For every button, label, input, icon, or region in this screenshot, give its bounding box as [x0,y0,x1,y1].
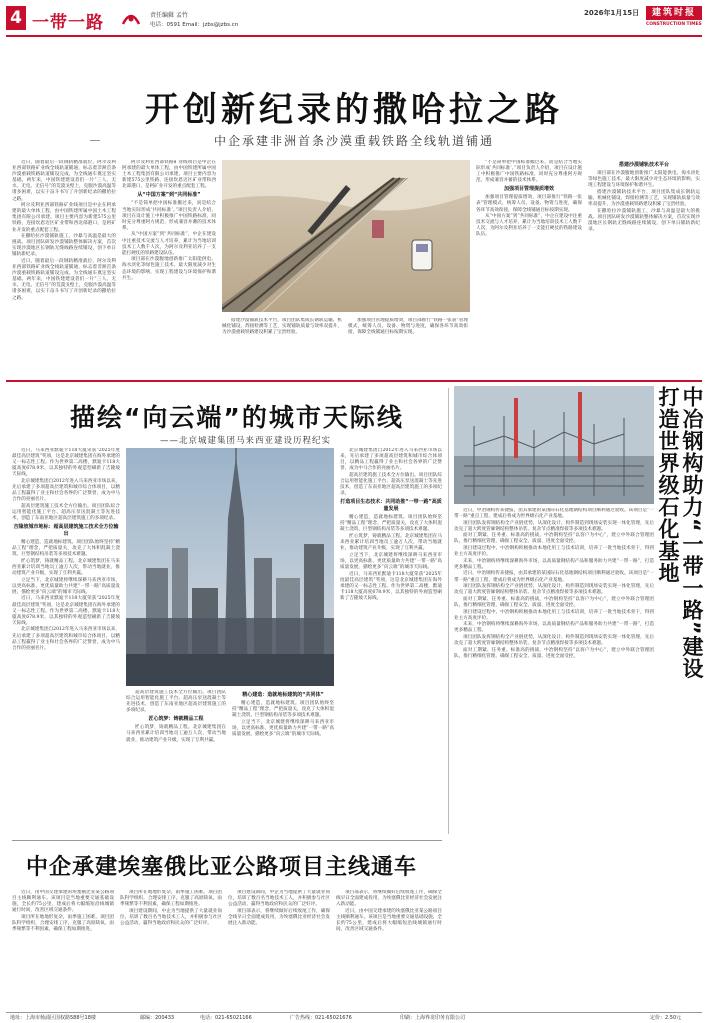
story2-para: 精心建造，造就地标建筑。项目团队始终坚持“精品工程”理念，严把质量关，攻克了大体积混凝土浇筑、巨型钢结构吊装等多项技术难题。 [12,540,120,558]
story3-para: 项目建设过程中，中冶钢构积极推动本地化用工与技术培训，培养了一批当地技术骨干，得到业主方高度评价。 [454,546,654,558]
section-title: 一带一路 [32,13,104,33]
story2-para: 近日，马来西亚默迪卡118大厦荣获“2025年度最佳高层建筑”奖项，这是北京城建集团在海外承建的又一标志性工程。作为世界第二高楼，默迪卡118大厦高度678.9米，以其独特的外观造型刷新了吉隆坡天际线。 [12,448,120,478]
story4-para: 项目所在地地形复杂，雨季施工困难。项目团队科学组织，合理安排工序，克服了高原缺氧、雨季频繁等不利因素，确保工程如期推进。 [120,890,222,908]
story2-para: 近日，马来西亚默迪卡118大厦荣获“2025年度最佳高层建筑”奖项，这是北京城建集团在海外承建的又一标志性工程。作为世界第二高楼，默迪卡118大厦高度678.9米，以其独特的外观造型刷新了吉隆坡天际线。 [12,596,120,626]
story1-photo-desert-railway [222,160,470,312]
story3-col-1 [454,508,654,1014]
masthead [0,0,708,40]
story3-para: 近日，中冶钢构传来捷报，由其承建的某国际石化基地钢结构项目顺利通过验收。该项目是“一带一路”重点工程，建成后将成为世界级石化产业基地。 [454,508,654,520]
story2-col-4 [340,448,442,830]
footer-postcode: 邮编：200433 [140,1015,175,1021]
footer-price: 定价：2.50元 [650,1015,682,1021]
story1-col-4 [348,318,468,372]
story2-para: 超高层建筑施工技术全方位输出。项目团队综合运用智能化施工平台、超高压泵送混凝土等先进技术，创造了东南亚地区超高层建筑施工的多项纪录。 [126,690,226,714]
story4-para: 项目部表示，将继续做好后续收尾工作，确保全线早日全面建成投用，为埃塞俄比亚经济社会发展注入新动能。 [336,890,442,908]
story2-subtitle: 打造项目生态技术：共同助推“一带一路”高质量发展 [340,499,442,513]
story2-subtitle: 匠心筑梦：铸就精品工程 [148,716,204,723]
story1-para: 加强项目管理提质增效，项目部推行“铁路一张表”管理模式，统筹人员、设备、物资与进度，确保各环节高效衔接，保障全线铺通目标按期实现。 [348,318,468,336]
story3-photo-refinery [454,386,654,504]
page-number: 4 [6,6,26,30]
story2-subtitle: 吉隆坡城市地标：超高层建筑施工技术全方位输出 [13,524,119,538]
story1-para: 在撒哈拉沙漠铺轨施工，沙暴与高温是最大的挑战。项目团队研发沙漠铺轨整体解决方案，首次实现沙漠地区长钢轨无缝线路连续铺设，创下单日铺轨新纪录。 [12,234,116,258]
story3-para: 项目团队发挥钢结构全产业链优势，从深化设计、构件制造到现场安装实现一体化管理，先后攻克了超大跨度管廊钢结构整体吊装、复杂节点精准焊接等多项技术难题。 [454,634,654,646]
story4-headline: 中企承建埃塞俄比亚公路项目主线通车 [26,855,418,880]
story1-para: 阿尔及利亚西部铁路矿业线项目是中企在阿承建的最大单体工程，由中国铁建所属中国土木工程集团有限公司承建。项目主要内容为新建575公里铁路，连接坎恩迈区矿业带和西北部港口，是阿矿业开发的重点配套工程。 [12,203,116,233]
story1-para: 项目部在沙漠腹地创新推广太阳能供电、海水淡化等绿色施工技术，最大限度减少对生态环境的影响，实现工程建设与环境保护和谐共生。 [588,171,700,189]
story1-para: 搭建沙漠铺轨技术平台，项目团队集成长钢轨运输、机械化铺设、焊接检测等工艺，实现铺轨质量与效率双提升，为沙漠重载铁路建设积累了宝贵经验。 [588,189,700,207]
issue-date: 2026年1月15日 [584,9,640,17]
story2-para: 立足当下，北京城建将继续深耕马来西亚市场，以更高标准、更优质量助力共建“一带一路”高质量发展，描绘更多“向云端”的城市天际线。 [340,552,442,570]
story4-col-1 [12,890,114,1010]
story4-rule [12,840,442,841]
story2-para: 近日，马来西亚默迪卡118大厦荣获“2025年度最佳高层建筑”奖项，这是北京城建集团在海外承建的又一标志性工程。作为世界第二高楼，默迪卡118大厦高度678.9米，以其独特的外观造型刷新了吉隆坡天际线。 [340,571,442,601]
story1-para: 近日，随着最后一段钢轨精准就位，阿尔及利亚西部铁路矿业线全线轨道铺通，标志着非洲首条沙漠重载铁路轨道铺设完成，为全线通车奠定坚实基础。两年来，中国铁建建设者们一片“三人、无水、无电、无信号”的荒漠戈壁上，克服沙漠高温等诸多困难，以实干奋斗书写了开创新纪录的撒哈拉之路。 [12,160,116,202]
story4-para: 近日，由中国交建承建的埃塞俄比亚某公路项目主线顺利通车。该项目是当地重要交通基础设施，全长约75公里，建成后将大幅缩短沿线城镇通行时间，改善区域交通条件。 [336,908,442,933]
paper-name-badge [646,6,702,20]
section-logo-icon [120,6,142,32]
story3-para: 近日，中冶钢构传来捷报，由其承建的某国际石化基地钢结构项目顺利通过验收。该项目是“一带一路”重点工程，建成后将成为世界级石化产业基地。 [454,571,654,583]
story1-subhead: 中企承建非洲首条沙漠重载铁路全线轨道铺通 [213,134,494,148]
story2-headline: 描绘“向云端”的城市天际线 [70,403,404,432]
editor-line: 责任编辑 孟竹 [150,12,188,19]
story1-para: 在撒哈拉沙漠铺轨施工，沙暴与高温是最大的挑战。项目团队研发沙漠铺轨整体解决方案，首次实现沙漠地区长钢轨无缝线路连续铺设，创下单日铺轨新纪录。 [588,208,700,232]
story1-para: “不是简单把中国标准搬过来，而是结合当地实际形成‘共同标准’。”项目负责人介绍，项目在设计施工中积极推广中国铁路标准，同时充分尊重阿方规范，形成兼容并蓄的技术体系。 [476,160,582,184]
story1-subtitle: 搭建沙漠铺轨技术平台 [618,162,669,168]
story1-col-1 [12,160,116,372]
story1-col-6 [588,160,700,372]
story3-para: 面对工期紧、任务重、标准高的挑战，中冶钢构坚持“以客户为中心”，建立中外联合管理团队，推行精细化管理，确保工程安全、质量、进度全面受控。 [454,647,654,659]
story2-para: 匠心筑梦，铸就精品工程。北京城建集团在马来西亚累计培训当地员工逾万人次，带动当地就业，推动建筑产业升级，实现了互利共赢。 [126,725,226,743]
masthead-rule [6,35,702,37]
story2-para: 北京城建集团自2012年进入马来西亚市场以来，先后承建了多项超高层建筑和城市综合体项目，以精品工程赢得了业主和社会各界的广泛赞誉，成为中马合作的亮丽名片。 [340,448,442,472]
footer-printer: 印刷：上海界龙印务有限公司 [400,1015,466,1021]
story2-col-1 [12,448,120,830]
story3-para: 面对工期紧、任务重、标准高的挑战，中冶钢构坚持“以客户为中心”，建立中外联合管理团队，推行精细化管理，确保工程安全、质量、进度全面受控。 [454,596,654,608]
story4-para: 近日，由中国交建承建的埃塞俄比亚某公路项目主线顺利通车。该项目是当地重要交通基础设施，全长约75公里，建成后将大幅缩短沿线城镇通行时间，改善区域交通条件。 [12,890,114,914]
story3-headline-text: 中冶钢构助力“一带一路”建设 打造世界级石化基地 [656,386,704,680]
story1-para: 近日，随着最后一段钢轨精准就位，阿尔及利亚西部铁路矿业线全线轨道铺通，标志着非洲首条沙漠重载铁路轨道铺设完成，为全线通车奠定坚实基础。两年来，中国铁建建设者们一片“三人、无水、无电、无信号”的荒漠戈壁上，克服沙漠高温等诸多困难，以实干奋斗书写了开创新纪录的撒哈拉之路。 [12,259,116,301]
story1-col-3 [222,318,342,372]
story2-para: 匠心筑梦，铸就精品工程。北京城建集团在马来西亚累计培训当地员工逾万人次，带动当地就业，推动建筑产业升级，实现了互利共赢。 [12,558,120,577]
story2-para: 精心建造，造就地标建筑。项目团队始终坚持“精品工程”理念，严把质量关，攻克了大体积混凝土浇筑、巨型钢结构吊装等多项技术难题。 [340,515,442,533]
story1-para: 搭建沙漠铺轨技术平台，项目团队集成长钢轨运输、机械化铺设、焊接检测等工艺，实现铺轨质量与效率双提升，为沙漠重载铁路建设积累了宝贵经验。 [222,318,342,336]
story2-para: 北京城建集团自2012年进入马来西亚市场以来，先后承建了多项超高层建筑和城市综合体项目，以精品工程赢得了业主和社会各界的广泛赞誉，成为中马合作的亮丽名片。 [12,627,120,651]
footer-ad-hotline: 广告热线：021-65021676 [290,1015,352,1021]
story1-rule [90,140,100,141]
story2-subhead: ——北京城建集团马来西亚建设历程纪实 [160,436,332,446]
footer-phone: 电话：021-65021166 [200,1015,252,1021]
story2-para: 超高层建筑施工技术全方位输出。项目团队综合运用智能化施工平台、超高压泵送混凝土等先进技术，创造了东南亚地区超高层建筑施工的多项纪录。 [340,472,442,497]
story4-para: 项目建设期间，中企为当地提供了大量就业岗位，培训了数百名当地技术工人，并积极参与社区公益活动，赢得当地政府和民众的广泛好评。 [120,908,222,926]
story2-subtitle: 精心建造：造就地标建筑的“共同体” [242,692,324,698]
paper-name-en: CONSTRUCTION TIMES [646,22,702,27]
story3-para: 面对工期紧、任务重、标准高的挑战，中冶钢构坚持“以客户为中心”，建立中外联合管理团队，推行精细化管理，确保工程安全、质量、进度全面受控。 [454,533,654,545]
story1-col-2 [122,160,216,372]
story3-para: 项目团队发挥钢结构全产业链优势，从深化设计、构件制造到现场安装实现一体化管理，先后攻克了超大跨度管廊钢结构整体吊装、复杂节点精准焊接等多项技术难题。 [454,520,654,532]
story4-para: 项目建设期间，中企为当地提供了大量就业岗位，培训了数百名当地技术工人，并积极参与社区公益活动，赢得当地政府和民众的广泛好评。 [228,890,330,908]
story3-headline [656,386,704,706]
contact-line: 电话：0591 Email：jzbs@jzbs.cn [150,22,239,28]
story2-col-2 [126,690,226,830]
story4-col-2 [120,890,222,1010]
story2-para: 北京城建集团自2012年进入马来西亚市场以来，先后承建了多项超高层建筑和城市综合体项目，以精品工程赢得了业主和社会各界的广泛赞誉，成为中马合作的亮丽名片。 [12,478,120,503]
story1-para: 阿尔及利亚西部铁路矿业线项目是中企在阿承建的最大单体工程，由中国铁建所属中国土木工程集团有限公司承建。项目主要内容为新建575公里铁路，连接坎恩迈区矿业带和西北部港口，是阿矿业开发的重点配套工程。 [122,160,216,190]
story2-col-3 [232,690,334,830]
story4-para: 项目所在地地形复杂，雨季施工困难。项目团队科学组织，合理安排工序，克服了高原缺氧、雨季频繁等不利因素，确保工程如期推进。 [12,914,114,933]
story4-para: 项目部表示，将继续做好后续收尾工作，确保全线早日全面建成投用，为埃塞俄比亚经济社会发展注入新动能。 [228,908,330,926]
story3-para: 项目团队发挥钢结构全产业链优势，从深化设计、构件制造到现场安装实现一体化管理，先后攻克了超大跨度管廊钢结构整体吊装、复杂节点精准焊接等多项技术难题。 [454,584,654,596]
story1-para: 加强项目管理提质增效，项目部推行“铁路一张表”管理模式，统筹人员、设备、物资与进度，确保各环节高效衔接，保障全线铺通目标按期实现。 [476,195,582,213]
story3-para: 未来，中冶钢构将继续深耕海外市场，以高质量钢结构产品和服务助力共建“一带一路”，打造更多精品工程。 [454,558,654,570]
story2-para: 立足当下，北京城建将继续深耕马来西亚市场，以更高标准、更优质量助力共建“一带一路”高质量发展，描绘更多“向云端”的城市天际线。 [232,719,334,737]
story1-col-5 [476,160,582,372]
story4-col-3 [228,890,330,1010]
footer [10,1014,700,1022]
paper-name: 建筑时报 [651,8,696,18]
story4-col-4 [336,890,442,1010]
story2-photo-city-skyline [126,448,334,686]
story3-para: 未来，中冶钢构将继续深耕海外市场，以高质量钢结构产品和服务助力共建“一带一路”，打造更多精品工程。 [454,622,654,634]
column-divider [448,388,449,834]
story1-para: “不是简单把中国标准搬过来，而是结合当地实际形成‘共同标准’。”项目负责人介绍，项目在设计施工中积极推广中国铁路标准，同时充分尊重阿方规范，形成兼容并蓄的技术体系。 [122,201,216,231]
footer-address: 地址：上海市杨浦区国权路588号18楼 [10,1015,96,1021]
story1-para: 从“中国方案”到“共同标准”，中企在建设中注重技术交流与人才培养，累计为当地培训技术工人数千人次，为阿尔及利亚培养了一支能打硬仗的铁路建设队伍。 [122,232,216,256]
story2-para: 精心建造，造就地标建筑。项目团队始终坚持“精品工程”理念，严把质量关，攻克了大体积混凝土浇筑、巨型钢结构吊装等多项技术难题。 [232,701,334,719]
story1-subtitle: 加强项目管理提质增效 [503,186,554,193]
story1-para: 从“中国方案”到“共同标准”，中企在建设中注重技术交流与人才培养，累计为当地培训技术工人数千人次，为阿尔及利亚培养了一支能打硬仗的铁路建设队伍。 [476,214,582,238]
footer-rule [6,1012,702,1013]
story2-para: 匠心筑梦，铸就精品工程。北京城建集团在马来西亚累计培训当地员工逾万人次，带动当地就业，推动建筑产业升级，实现了互利共赢。 [340,534,442,552]
story1-para: 项目部在沙漠腹地创新推广太阳能供电、海水淡化等绿色施工技术，最大限度减少对生态环境的影响，实现工程建设与环境保护和谐共生。 [122,257,216,281]
story1-subtitle: 从“中国方案”到“共同标准” [137,192,201,199]
story3-para: 项目建设过程中，中冶钢构积极推动本地化用工与技术培训，培养了一批当地技术骨干，得到业主方高度评价。 [454,609,654,621]
section-divider [6,380,702,382]
story2-para: 立足当下，北京城建将继续深耕马来西亚市场，以更高标准、更优质量助力共建“一带一路”高质量发展，描绘更多“向云端”的城市天际线。 [12,577,120,595]
story1-headline: 开创新纪录的撒哈拉之路 [145,90,563,130]
story2-para: 超高层建筑施工技术全方位输出。项目团队综合运用智能化施工平台、超高压泵送混凝土等先进技术，创造了东南亚地区超高层建筑施工的多项纪录。 [12,503,120,522]
